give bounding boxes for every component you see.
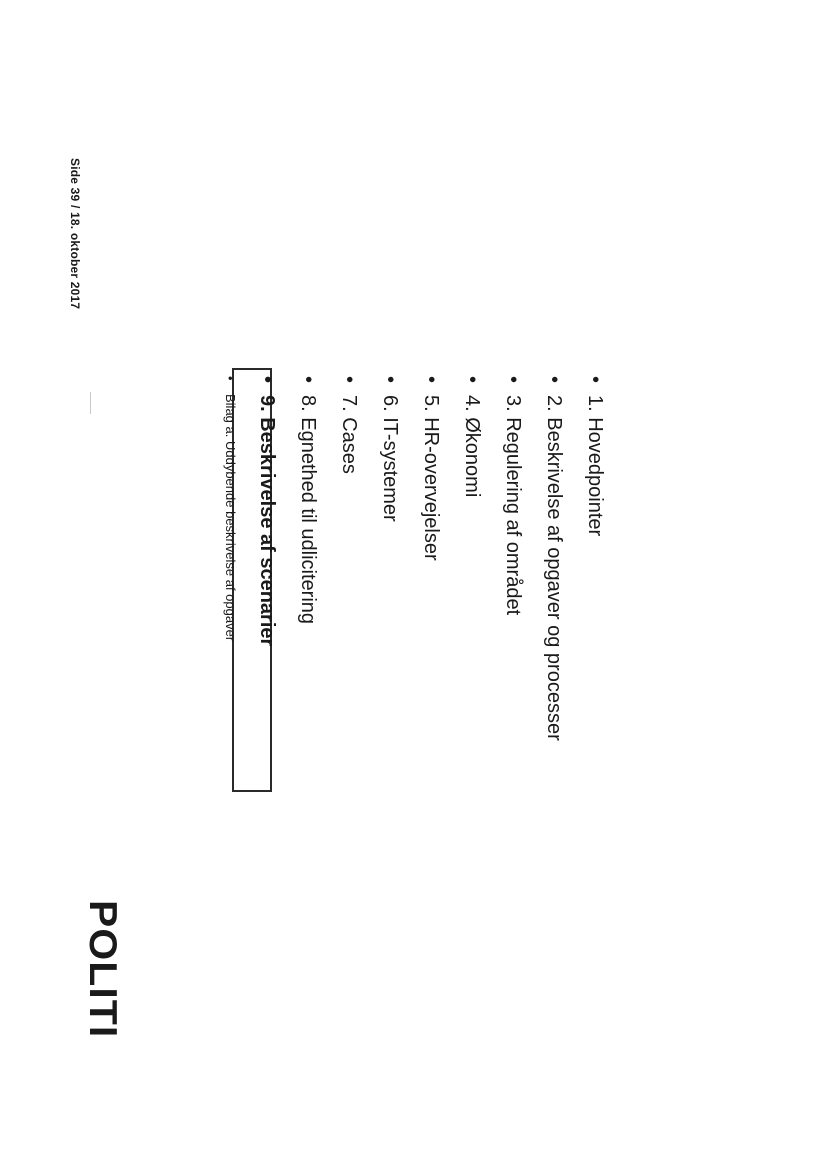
politi-logo: POLITI	[81, 900, 124, 1039]
bullet-icon: •	[543, 376, 565, 384]
bullet-icon: •	[461, 376, 483, 384]
agenda-item	[319, 372, 360, 832]
scan-artifact-line	[90, 392, 91, 414]
agenda-item-label: 8. Egnethed til udlicitering	[297, 395, 319, 625]
agenda-item-label: 4. Økonomi	[461, 395, 483, 498]
agenda-item-current	[240, 372, 278, 832]
bullet-icon: •	[297, 376, 319, 384]
agenda-item-label: Bilag a. Uddybende beskrivelse af opgaver	[223, 394, 238, 642]
agenda-item-label: 7. Cases	[338, 395, 360, 474]
agenda-item-label: 1. Hovedpointer	[584, 395, 606, 537]
agenda-list	[197, 372, 606, 832]
agenda-item	[524, 372, 565, 832]
agenda-item-label: 9. Beskrivelse af scenarier	[256, 395, 278, 647]
agenda-item-label: 6. IT-systemer	[379, 395, 401, 522]
agenda-item	[360, 372, 401, 832]
agenda-item-label: 3. Regulering af området	[502, 395, 524, 616]
bullet-icon: •	[223, 376, 238, 381]
bullet-icon: •	[584, 376, 606, 384]
agenda-item	[483, 372, 524, 832]
agenda-item	[565, 372, 606, 832]
agenda-item-label: 5. HR-overvejelser	[420, 395, 442, 561]
bullet-icon: •	[420, 376, 442, 384]
bullet-icon: •	[502, 376, 524, 384]
agenda-item-label: 2. Beskrivelse af opgaver og processer	[543, 395, 565, 741]
agenda-item-appendix	[197, 372, 238, 832]
bullet-icon: •	[256, 376, 278, 384]
agenda-item	[401, 372, 442, 832]
agenda-item	[442, 372, 483, 832]
bullet-icon: •	[338, 376, 360, 384]
bullet-icon: •	[379, 376, 401, 384]
page-footer: Side 39 / 18. oktober 2017	[68, 158, 82, 310]
agenda-item	[278, 372, 319, 832]
